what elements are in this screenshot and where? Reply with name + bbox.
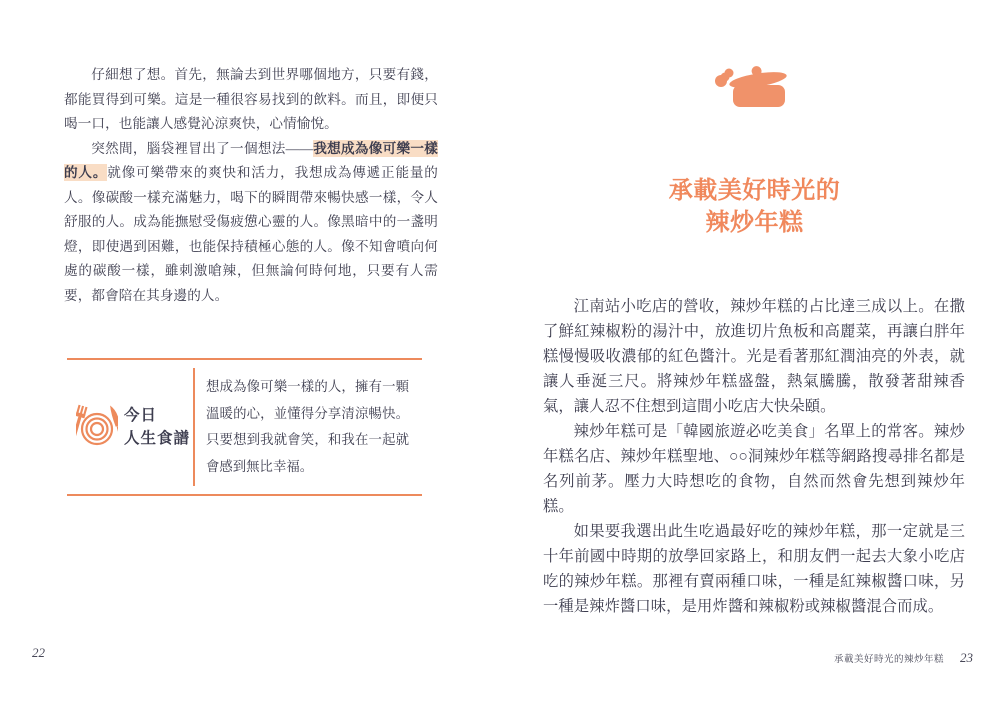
left-body-text [64,63,438,308]
paragraph: 如果要我選出此生吃過最好吃的辣炒年糕，那一定就是三十年前國中時期的放學回家路上，和朋友們一起去大象小吃店吃的辣炒年糕。那裡有賣兩種口味，一種是紅辣椒醬口味，另一種是辣炸醬口味，是用炸醬和辣椒粉或辣椒醬混合而成。 [543,523,965,615]
paragraph: 江南站小吃店的營收，辣炒年糕的占比達三成以上。在撒了鮮紅辣椒粉的湯汁中，放進切片魚板和高麗菜，再讓白胖年糕慢慢吸收濃郁的紅色醬汁。光是看著那紅潤油亮的外表，就讓人垂涎三尺。將辣炒年糕盛盤，熱氣騰騰，散發著甜辣香氣，讓人忍不住想到這間小吃店大快朵頤。 [543,298,965,415]
right-body-text [543,294,965,619]
recipe-label-line1: 今日 [124,406,158,424]
highlighted-phrase: 我想成為像可樂一樣的人。 [64,140,438,180]
page-number-left: 22 [32,645,45,660]
running-head: 承載美好時光的辣炒年糕 [833,655,944,665]
chapter-title-line2: 辣炒年糕 [705,210,804,236]
paragraph-text: 仔細想了想。首先，無論去到世界哪個地方，只要有錢，都能買得到可樂。這是一種很容易找到的飲料。而且，即便只喝一口，也能讓人感覺沁涼爽快，心情愉悅。 [64,67,438,131]
life-recipe-box [67,358,422,496]
paragraph [64,63,438,137]
paragraph-text: 就像可樂帶來的爽快和活力，我想成為傳遞正能量的人。像碳酸一樣充滿魅力，喝下的瞬間帶來暢快感一樣，令人舒服的人。成為能撫慰受傷疲憊心靈的人。像黑暗中的一盞明燈，即使遇到困難，也能保持積極心態的人。像不知會噴向何處的碳酸一樣，雖刺激嗆辣，但無論何時何地，只要有人需要，都會陪在其身邊的人。 [64,165,438,303]
plate-cutlery-icon [76,402,118,452]
cooking-pot-icon [713,58,789,110]
recipe-label-line2: 人生食譜 [124,430,191,447]
paragraph: 辣炒年糕可是「韓國旅遊必吃美食」名單上的常客。辣炒年糕名店、辣炒年糕聖地、○○洞辣炒年糕等網路搜尋排名都是名列前茅。壓力大時想吃的食物，自然而然會先想到辣炒年糕。 [543,423,965,515]
paragraph [64,137,438,309]
footer-right [834,650,973,666]
recipe-box-text: 想成為像可樂一樣的人，擁有一顆溫暖的心，並懂得分享清涼暢快。只要想到我就會笑，和我在一起就會感到無比幸福。 [206,379,409,474]
paragraph-text: 突然間，腦袋裡冒出了一個想法—— [91,140,313,156]
chapter-title-line1: 承載美好時光的 [668,178,841,204]
recipe-box-label [124,404,190,451]
recipe-box-heading [67,402,193,452]
page-number-right: 23 [960,650,973,665]
chapter-title [597,175,912,239]
